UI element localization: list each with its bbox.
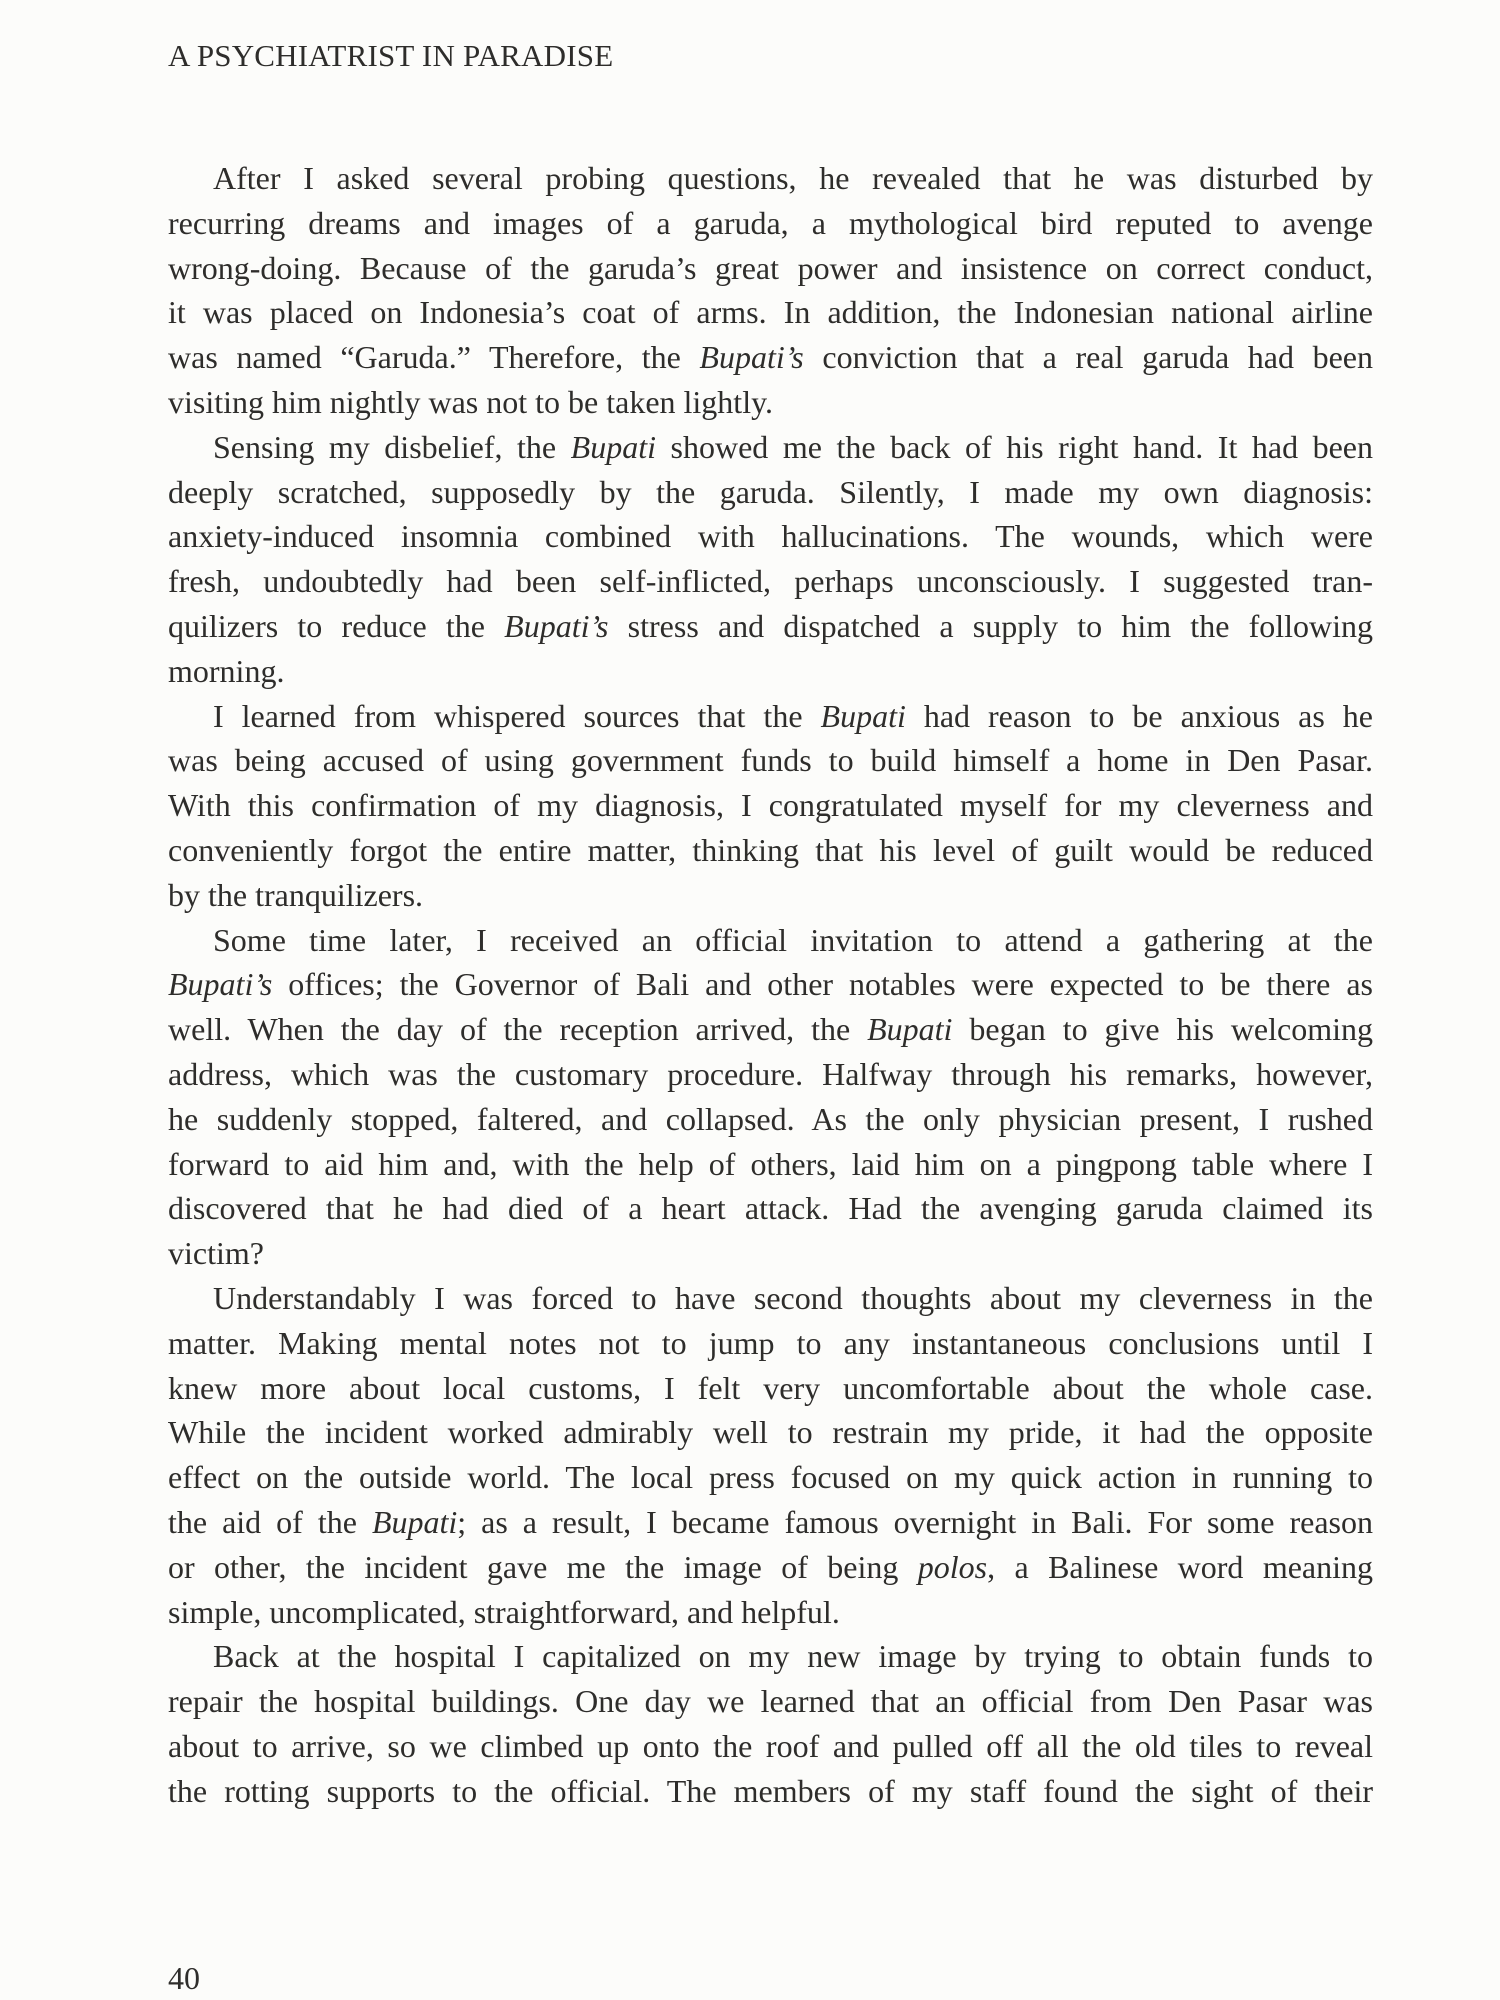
text-run: After I asked several probing questions, he revealed that he was disturbed by xyxy=(213,160,1373,196)
text-run: by the tranquilizers. xyxy=(168,876,424,913)
text-line xyxy=(168,514,1373,559)
text-run: anxiety-induced insomnia combined with hallucinations. The wounds, which were xyxy=(168,518,1373,555)
text-run: deeply scratched, supposedly by the garuda. Silently, I made my own diagnosis: xyxy=(168,473,1373,510)
text-line xyxy=(168,1634,1373,1679)
text-run: or other, the incident gave me the image of being xyxy=(168,1548,918,1585)
text-run: simple, uncomplicated, straightforward, and helpful. xyxy=(168,1593,840,1630)
text-line xyxy=(168,1052,1373,1097)
text-run: conveniently forgot the entire matter, thinking that his level of guilt would be reduced xyxy=(168,831,1373,868)
paragraph xyxy=(168,1276,1373,1634)
text-run: , a Balinese word meaning xyxy=(987,1548,1374,1585)
text-run: had reason to be anxious as he xyxy=(905,697,1374,734)
text-run: forward to aid him and, with the help of others, laid him on a pingpong table where I xyxy=(168,1145,1373,1182)
italic-text: Bupati’s xyxy=(168,966,273,1003)
text-line xyxy=(168,156,1373,201)
body-text xyxy=(168,156,1373,1813)
text-run: he suddenly stopped, faltered, and collapsed. As the only physician present, I rushed xyxy=(168,1100,1373,1137)
text-run: fresh, undoubtedly had been self-inflicted, perhaps unconsciously. I suggested tran- xyxy=(168,563,1373,600)
text-run: With this confirmation of my diagnosis, I congratulated myself for my cleverness and xyxy=(168,787,1373,824)
text-run: Back at the hospital I capitalized on my new image by trying to obtain funds to xyxy=(213,1638,1373,1675)
text-line xyxy=(168,1321,1373,1366)
text-run: offices; the Governor of Bali and other notables were expected to be there as xyxy=(272,966,1373,1003)
text-line xyxy=(168,649,1373,694)
text-run: address, which was the customary procedure. Halfway through his remarks, however, xyxy=(168,1055,1373,1092)
text-line xyxy=(168,828,1373,873)
paragraph xyxy=(168,156,1373,425)
text-line xyxy=(168,1455,1373,1500)
text-line xyxy=(168,1679,1373,1724)
text-run: the rotting supports to the official. The members of my staff found the sight of their xyxy=(168,1772,1373,1809)
text-run: I learned from whispered sources that the xyxy=(213,697,821,734)
text-run: conviction that a real garuda had been xyxy=(803,339,1374,376)
text-line xyxy=(168,962,1373,1007)
text-run: well. When the day of the reception arrived, the xyxy=(168,1011,868,1048)
text-line xyxy=(168,1142,1373,1187)
italic-text: polos xyxy=(917,1548,988,1585)
text-line xyxy=(168,380,1373,425)
text-run: recurring dreams and images of a garuda, a mythological bird reputed to avenge xyxy=(168,204,1373,241)
text-line xyxy=(168,1410,1373,1455)
text-line xyxy=(168,738,1373,783)
text-line xyxy=(168,1545,1373,1590)
text-run: stress and dispatched a supply to him the following xyxy=(608,607,1374,644)
text-run: Understandably I was forced to have second thoughts about my cleverness in the xyxy=(213,1279,1373,1316)
text-line xyxy=(168,783,1373,828)
text-run: ; as a result, I became famous overnight in Bali. For some reason xyxy=(457,1503,1374,1540)
text-line xyxy=(168,246,1373,291)
text-line xyxy=(168,201,1373,246)
text-line xyxy=(168,1366,1373,1411)
text-run: wrong-doing. Because of the garuda’s great power and insistence on correct conduct, xyxy=(168,249,1373,286)
italic-text: Bupati xyxy=(867,1011,953,1048)
paragraph xyxy=(168,918,1373,1276)
text-line xyxy=(168,1007,1373,1052)
text-run: visiting him nightly was not to be taken lightly. xyxy=(168,383,773,420)
text-run: repair the hospital buildings. One day we learned that an official from Den Pasar was xyxy=(168,1683,1373,1720)
text-line xyxy=(168,290,1373,335)
text-line xyxy=(168,694,1373,739)
text-run: morning. xyxy=(168,652,285,689)
italic-text: Bupati’s xyxy=(699,339,804,376)
italic-text: Bupati xyxy=(570,428,656,465)
text-run: was named “Garuda.” Therefore, the xyxy=(168,339,700,376)
text-run: victim? xyxy=(168,1235,264,1272)
text-run: effect on the outside world. The local press focused on my quick action in running to xyxy=(168,1459,1373,1496)
italic-text: Bupati xyxy=(820,697,906,734)
text-run: it was placed on Indonesia’s coat of arms. In addition, the Indonesian national airline xyxy=(168,294,1373,331)
text-run: was being accused of using government funds to build himself a home in Den Pasar. xyxy=(168,742,1373,779)
text-run: discovered that he had died of a heart attack. Had the avenging garuda claimed its xyxy=(168,1190,1373,1227)
text-run: matter. Making mental notes not to jump to any instantaneous conclusions until I xyxy=(168,1324,1373,1361)
text-line xyxy=(168,1769,1373,1814)
text-line xyxy=(168,559,1373,604)
text-line xyxy=(168,918,1373,963)
text-run: Some time later, I received an official invitation to attend a gathering at the xyxy=(213,921,1373,958)
text-run: showed me the back of his right hand. It had been xyxy=(655,428,1374,465)
text-line xyxy=(168,1186,1373,1231)
text-line xyxy=(168,1724,1373,1769)
text-run: about to arrive, so we climbed up onto the roof and pulled off all the old tiles to reveal xyxy=(168,1727,1373,1764)
text-run: quilizers to reduce the xyxy=(168,607,505,644)
text-run: Sensing my disbelief, the xyxy=(213,428,571,465)
text-line xyxy=(168,604,1373,649)
page-number: 40 xyxy=(168,1960,200,1996)
paragraph xyxy=(168,425,1373,694)
text-line xyxy=(168,470,1373,515)
text-run: began to give his welcoming xyxy=(952,1011,1374,1048)
text-line xyxy=(168,1590,1373,1635)
italic-text: Bupati’s xyxy=(504,607,609,644)
paragraph xyxy=(168,694,1373,918)
text-run: While the incident worked admirably well to restrain my pride, it had the opposite xyxy=(168,1414,1373,1451)
text-run: knew more about local customs, I felt very uncomfortable about the whole case. xyxy=(168,1369,1373,1406)
italic-text: Bupati xyxy=(371,1503,458,1540)
text-line xyxy=(168,1500,1373,1545)
text-line xyxy=(168,873,1373,918)
text-line xyxy=(168,1097,1373,1142)
text-line xyxy=(168,1231,1373,1276)
text-line xyxy=(168,335,1373,380)
text-line xyxy=(168,1276,1373,1321)
paragraph xyxy=(168,1634,1373,1813)
text-line xyxy=(168,425,1373,470)
text-run: the aid of the xyxy=(168,1503,372,1540)
running-head: A PSYCHIATRIST IN PARADISE xyxy=(168,38,614,73)
